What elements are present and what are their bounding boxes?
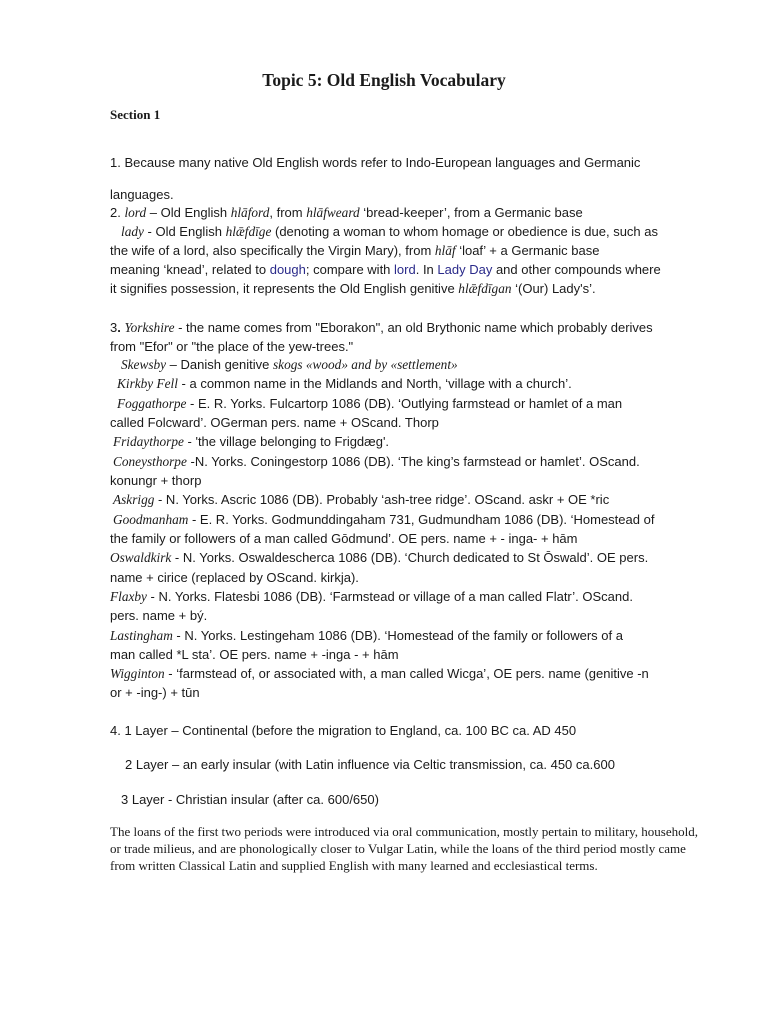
term-hlaefdigan: hlǣfdīgan <box>458 281 512 296</box>
text: ‘(Our) Lady's’. <box>511 281 596 296</box>
text: - ‘farmstead of, or associated with, a man called Wicga’, OE pers. name (genitive -n <box>164 666 649 681</box>
text: skogs «wood» and by «settlement» <box>273 357 458 372</box>
text: 2. <box>110 205 125 220</box>
para3-line13 <box>110 549 648 567</box>
place-oswaldkirk: Oswaldkirk <box>110 550 172 565</box>
para3-line3 <box>121 356 458 374</box>
term-hlafweard: hlāfweard <box>306 205 360 220</box>
term-hlaefdige: hlǣfdīge <box>225 224 272 239</box>
text: -N. Yorks. Coningestorp 1086 (DB). ‘The king’s farmstead or hamlet’. OScand. <box>186 454 640 469</box>
place-askrigg: Askrigg <box>113 492 155 507</box>
layer-3: 3 Layer - Christian insular (after ca. 600/650) <box>121 792 379 807</box>
text: 3 <box>110 320 118 335</box>
para3-line15 <box>110 588 633 606</box>
text: - N. Yorks. Lestingeham 1086 (DB). ‘Homestead of the family or followers of a <box>172 628 623 643</box>
text: ; compare with <box>305 262 395 277</box>
place-foggathorpe: Foggathorpe <box>117 396 187 411</box>
term-lady: lady <box>121 224 144 239</box>
text: - N. Yorks. Ascric 1086 (DB). Probably ‘ash-tree ridge’. OScand. askr + OE *ric <box>154 492 610 507</box>
para3-line18: man called *L sta’. OE pers. name + -inga - + hām <box>110 647 399 662</box>
text: ‘loaf’ + a Germanic base <box>455 243 600 258</box>
para3-line8 <box>113 453 640 471</box>
para3-line10 <box>113 491 609 509</box>
para3-line4 <box>117 375 572 393</box>
para1-line1: 1. Because many native Old English words refer to Indo-European languages and Germanic <box>110 155 641 170</box>
term-yorkshire: Yorkshire <box>124 320 175 335</box>
term-lord: lord <box>124 205 147 220</box>
text: - the name comes from "Eborakon", an old Brythonic name which probably derives <box>174 320 653 335</box>
link-lady-day[interactable]: Lady Day <box>437 262 493 277</box>
link-dough[interactable]: dough <box>269 262 306 277</box>
text: - N. Yorks. Flatesbi 1086 (DB). ‘Farmstead or village of a man called Flatr’. OScand. <box>146 589 633 604</box>
para2-line3 <box>110 242 600 260</box>
text: the wife of a lord, also specifically the Virgin Mary), from <box>110 243 435 258</box>
link-lord[interactable]: lord <box>394 262 416 277</box>
para3-line6: called Folcward’. OGerman pers. name + OScand. Thorp <box>110 415 439 430</box>
place-wigginton: Wigginton <box>110 666 165 681</box>
closing-paragraph: The loans of the first two periods were introduced via oral communication, mostly pertain to military, household, or trade milieus, and are phonologically closer to Vulgar Latin, while the loans of the third period mostly came from written Classical Latin and supplied English with many learned and ecclesiastical terms. <box>110 824 698 873</box>
para3-line2: from "Efor" or "the place of the yew-trees." <box>110 339 354 354</box>
place-kirkby-fell: Kirkby Fell <box>117 376 178 391</box>
text: - a common name in the Midlands and North, ‘village with a church’. <box>177 376 572 391</box>
place-goodmanham: Goodmanham <box>113 512 189 527</box>
para3-line7 <box>113 433 389 451</box>
para3-line9: konungr + thorp <box>110 473 202 488</box>
text: meaning ‘knead’, related to <box>110 262 270 277</box>
text: - E. R. Yorks. Godmunddingaham 731, Gudmundham 1086 (DB). ‘Homestead of <box>188 512 655 527</box>
para3-line16: pers. name + bý. <box>110 608 208 623</box>
text: ‘bread-keeper’, from a Germanic base <box>359 205 583 220</box>
text: - Old English <box>143 224 226 239</box>
para3-line17 <box>110 627 623 645</box>
text: - E. R. Yorks. Fulcartorp 1086 (DB). ‘Outlying farmstead or hamlet of a man <box>186 396 623 411</box>
text: it signifies possession, it represents the Old English genitive <box>110 281 459 296</box>
para3-line5 <box>117 395 622 413</box>
text: (denoting a woman to whom homage or obedience is due, such as <box>271 224 658 239</box>
para3-line14: name + cirice (replaced by OScand. kirkja). <box>110 570 359 585</box>
para3-line11 <box>113 511 654 529</box>
text: . <box>117 320 125 335</box>
para3-line20: or + -ing-) + tūn <box>110 685 200 700</box>
text: - N. Yorks. Oswaldescherca 1086 (DB). ‘Church dedicated to St Ōswald’. OE pers. <box>171 550 649 565</box>
text: , from <box>269 205 307 220</box>
term-hlaf: hlāf <box>434 243 456 258</box>
section-heading: Section 1 <box>110 107 161 122</box>
place-coneysthorpe: Coneysthorpe <box>113 454 187 469</box>
para3-line12: the family or followers of a man called Gōdmund’. OE pers. name + - inga- + hām <box>110 531 578 546</box>
layer-1: 4. 1 Layer – Continental (before the migration to England, ca. 100 BC ca. AD 450 <box>110 723 577 738</box>
layer-2: 2 Layer – an early insular (with Latin influence via Celtic transmission, ca. 450 ca.600 <box>125 757 615 772</box>
para3-line19 <box>110 665 649 683</box>
text: . In <box>415 262 438 277</box>
para2-line1 <box>110 204 583 222</box>
para2-line2 <box>121 223 658 241</box>
para2-line5 <box>110 280 596 298</box>
term-hlaford: hlāford <box>230 205 270 220</box>
place-lastingham: Lastingham <box>110 628 173 643</box>
para1-line2: languages. <box>110 187 174 202</box>
text: – Danish genitive <box>166 357 273 372</box>
page-title: Topic 5: Old English Vocabulary <box>262 70 506 90</box>
para2-line4 <box>110 261 661 279</box>
text: and other compounds where <box>492 262 661 277</box>
text: - 'the village belonging to Frigdæg'. <box>183 434 390 449</box>
place-skewsby: Skewsby <box>121 357 167 372</box>
para3-line1 <box>110 319 653 337</box>
place-fridaythorpe: Fridaythorpe <box>113 434 184 449</box>
place-flaxby: Flaxby <box>110 589 147 604</box>
text: – Old English <box>146 205 231 220</box>
